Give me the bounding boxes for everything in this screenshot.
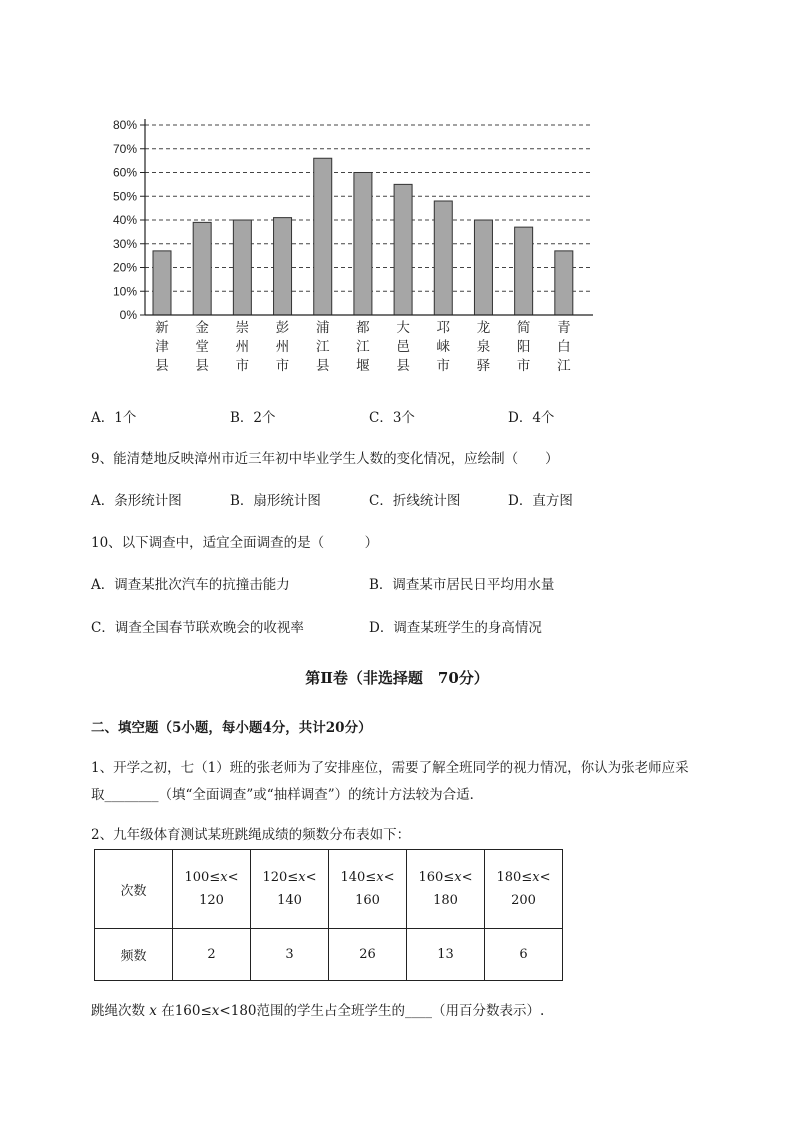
q8-option-d[interactable]: D．4个 — [508, 410, 555, 426]
chart-y-tick-label: 40% — [112, 213, 137, 227]
chart-category-label: 简阳市 — [516, 320, 531, 374]
interval-var: x — [532, 870, 540, 885]
q10-stem: 10、以下调查中，适宜全面调查的是（ ） — [91, 535, 379, 551]
chart-y-tick-label: 70% — [112, 141, 137, 156]
frequency-table — [94, 849, 563, 981]
chart-y-tick-label: 80% — [112, 118, 137, 132]
chart-y-tick-label: 30% — [112, 236, 137, 251]
interval-low: 100≤ — [184, 870, 221, 885]
row-label-count: 次数 — [95, 850, 173, 929]
interval-var: x — [298, 870, 306, 885]
frequency-cell: 13 — [407, 929, 485, 981]
interval-var: x — [376, 870, 384, 885]
q9-option-c[interactable]: C．折线统计图 — [369, 493, 461, 509]
row-label-frequency: 频数 — [95, 929, 173, 981]
chart-bar — [153, 251, 171, 315]
fill2-question-part: <180范围的学生占全班学生的____（用百分数表示）. — [219, 1003, 545, 1019]
chart-bar — [515, 227, 533, 315]
interval-lt: < — [227, 870, 239, 885]
interval-var: x — [454, 870, 462, 885]
table-row — [95, 850, 563, 929]
interval-low: 140≤ — [340, 870, 377, 885]
interval-cell — [251, 850, 329, 929]
chart-category-label: 邛崃市 — [436, 320, 451, 374]
q9-option-d[interactable]: D．直方图 — [508, 493, 573, 509]
chart-category-label: 新津县 — [155, 320, 169, 374]
q8-option-c[interactable]: C．3个 — [369, 410, 415, 426]
interval-high: 120 — [199, 893, 224, 908]
interval-cell — [329, 850, 407, 929]
chart-y-ticks — [113, 118, 145, 322]
bar-chart — [95, 105, 600, 375]
chart-category-label: 浦江县 — [315, 320, 330, 374]
fill1-line2: 取________（填“全面调查”或“抽样调查”）的统计方法较为合适． — [91, 787, 484, 803]
chart-y-tick-label: 20% — [112, 260, 137, 275]
chart-bar — [555, 251, 573, 315]
chart-bar — [274, 218, 292, 315]
interval-low: 180≤ — [496, 870, 533, 885]
fill2-question-var: x — [149, 1003, 157, 1019]
chart-category-label: 大邑县 — [396, 320, 410, 374]
chart-bar — [394, 184, 412, 315]
chart-bar — [354, 173, 372, 316]
q9-option-a[interactable]: A．条形统计图 — [91, 493, 182, 509]
section-title: 二、填空题（5小题，每小题4分，共计20分） — [91, 720, 372, 736]
chart-category-label: 金堂县 — [195, 320, 209, 374]
chart-category-label: 彭州市 — [275, 320, 290, 374]
q9-stem: 9、能清楚地反映漳州市近三年初中毕业学生人数的变化情况，应绘制（ ） — [91, 451, 559, 467]
q8-option-b[interactable]: B．2个 — [230, 410, 276, 426]
chart-category-label: 崇州市 — [235, 320, 250, 374]
interval-low: 160≤ — [418, 870, 455, 885]
interval-var: x — [220, 870, 228, 885]
interval-high: 180 — [433, 893, 458, 908]
q8-option-a[interactable]: A．1个 — [91, 410, 137, 426]
fill1-line1: 1、开学之初，七（1）班的张老师为了安排座位，需要了解全班同学的视力情况，你认为张老师应采 — [91, 760, 689, 776]
chart-y-tick-label: 50% — [112, 189, 137, 204]
interval-high: 140 — [277, 893, 302, 908]
fill2-question-part: 跳绳次数 — [91, 1003, 150, 1019]
frequency-cell: 3 — [251, 929, 329, 981]
chart-bar — [314, 158, 332, 315]
table-row — [95, 929, 563, 981]
chart-category-label: 都江堰 — [356, 320, 370, 374]
chart-y-tick-label: 10% — [112, 284, 137, 299]
chart-y-tick-label: 0% — [119, 308, 137, 322]
interval-high: 160 — [355, 893, 380, 908]
interval-lt: < — [539, 870, 551, 885]
frequency-cell: 6 — [485, 929, 563, 981]
interval-cell — [407, 850, 485, 929]
frequency-cell: 26 — [329, 929, 407, 981]
chart-bar — [474, 220, 492, 315]
q9-option-b[interactable]: B．扇形统计图 — [230, 493, 321, 509]
chart-category-label: 龙泉驿 — [476, 320, 491, 374]
interval-cell — [173, 850, 251, 929]
fill2-intro: 2、九年级体育测试某班跳绳成绩的频数分布表如下： — [91, 827, 411, 843]
fill2-question — [91, 1002, 544, 1020]
chart-bar — [434, 201, 452, 315]
q10-option-d[interactable]: D．调查某班学生的身高情况 — [369, 620, 542, 636]
interval-lt: < — [461, 870, 473, 885]
interval-lt: < — [383, 870, 395, 885]
chart-y-tick-label: 60% — [112, 165, 137, 180]
interval-lt: < — [305, 870, 317, 885]
fill2-question-part: 在160≤ — [156, 1003, 212, 1019]
chart-category-labels — [155, 319, 571, 374]
frequency-cell: 2 — [173, 929, 251, 981]
interval-cell — [485, 850, 563, 929]
interval-low: 120≤ — [262, 870, 299, 885]
q10-option-b[interactable]: B．调查某市居民日平均用水量 — [369, 577, 555, 593]
part2-title: 第Ⅱ卷（非选择题 70分） — [305, 669, 489, 687]
chart-category-label: 青白江 — [557, 320, 571, 374]
chart-bar — [233, 220, 251, 315]
chart-bar — [193, 222, 211, 315]
q10-option-a[interactable]: A．调查某批次汽车的抗撞击能力 — [91, 577, 290, 593]
q10-option-c[interactable]: C．调查全国春节联欢晚会的收视率 — [91, 620, 304, 636]
interval-high: 200 — [511, 893, 536, 908]
fill2-question-var: x — [211, 1003, 220, 1019]
